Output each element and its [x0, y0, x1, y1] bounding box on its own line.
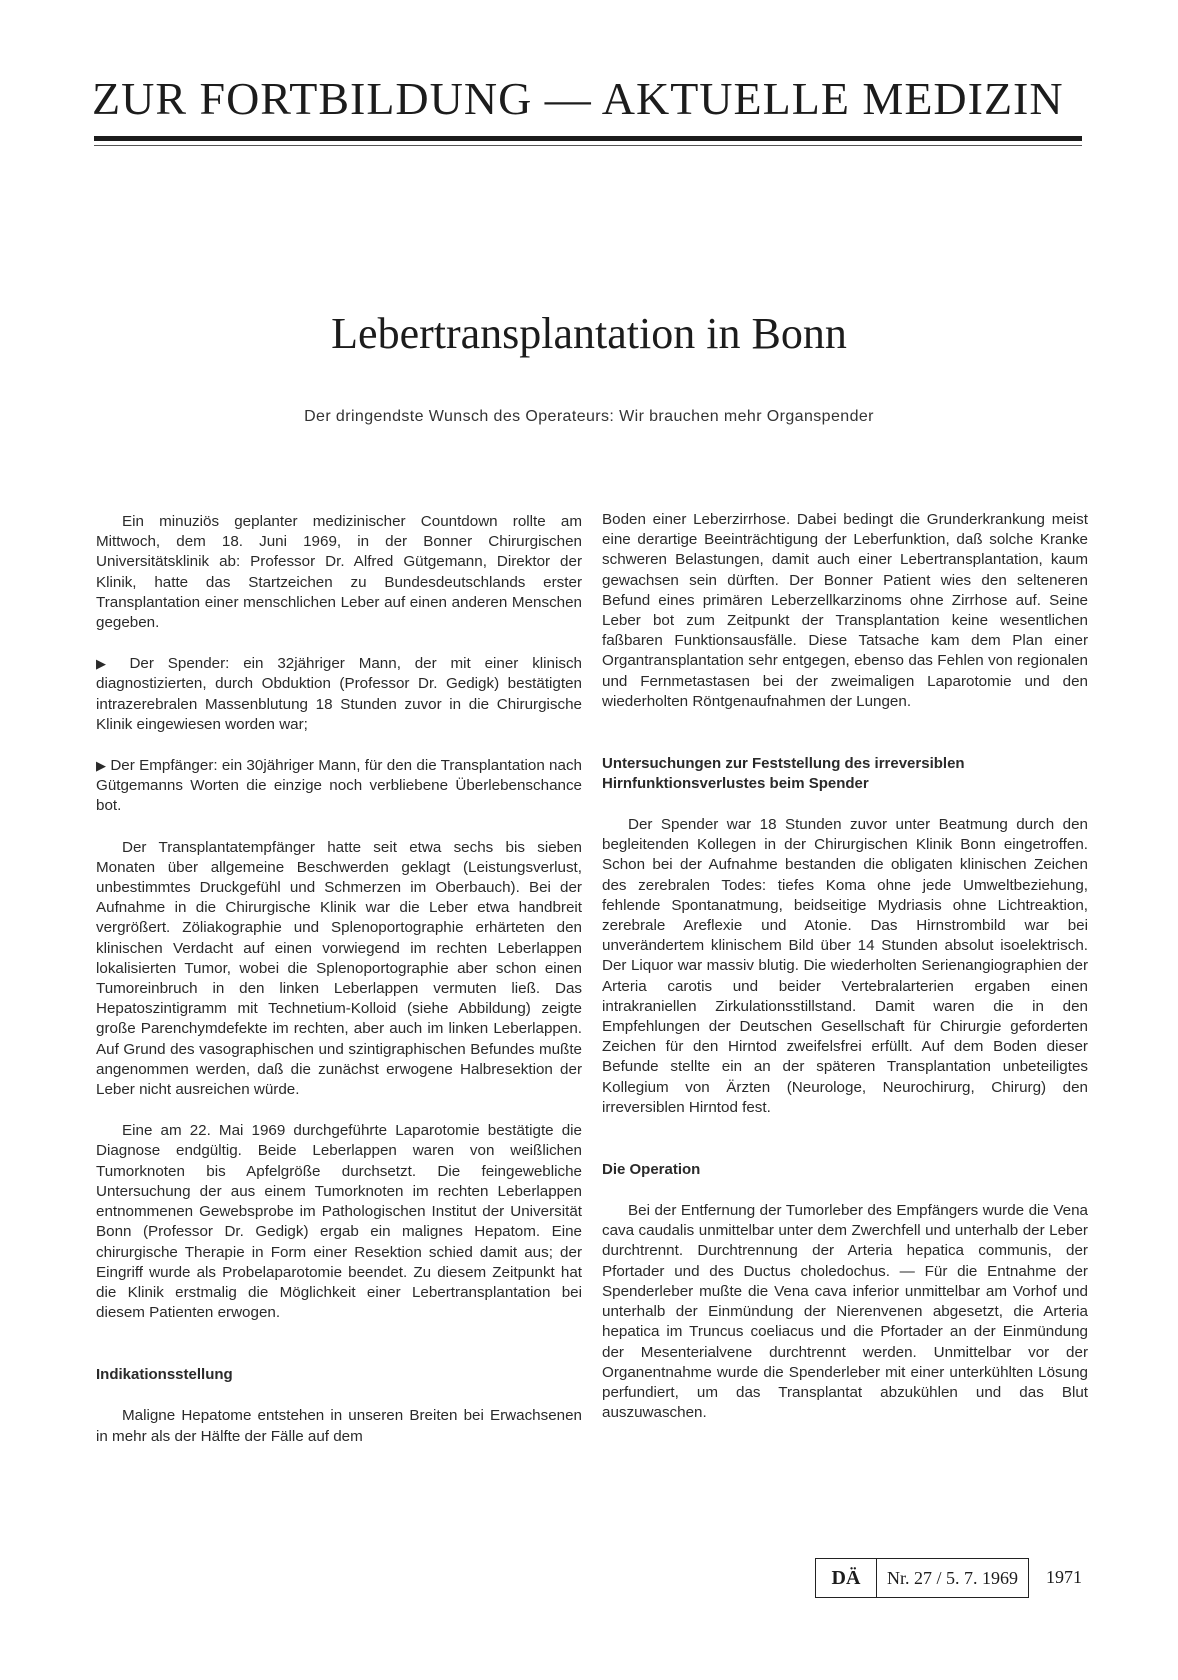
section-heading: Die Operation	[602, 1161, 701, 1179]
paragraph: Ein minuziös geplanter medizinischer Countdown rollte am Mittwoch, dem 18. Juni 1969, in der Bonner Chirurgischen Universitätsklinik ab: Professor Dr. Alfred Gütgemann, Direktor der Klinik, hatte das Startzeichen zu Bundesdeutschlands erster Transplantation einer menschlichen Leber auf einen anderen Menschen gegeben.	[96, 513, 582, 632]
issue-info: Nr. 27 / 5. 7. 1969	[887, 1567, 1019, 1588]
left-column	[96, 512, 582, 1447]
section-title: ZUR FORTBILDUNG — AKTUELLE MEDIZIN	[92, 73, 1064, 124]
triangle-bullet-icon: ▶	[96, 758, 107, 774]
paragraph: Maligne Hepatome entstehen in unseren Breiten bei Erwachsenen in mehr als der Hälfte der Fälle auf dem	[96, 1407, 582, 1445]
paragraph-text: Der Empfänger: ein 30jähriger Mann, für den die Transplantation nach Gütgemanns Worten die einzige noch verbliebene Überlebenschance bot.	[96, 757, 582, 815]
right-column	[602, 510, 1088, 1423]
article-subtitle: Der dringendste Wunsch des Operateurs: Wir brauchen mehr Organspender	[304, 408, 874, 425]
journal-footer	[815, 1558, 1029, 1598]
section-heading: Indikationsstellung	[96, 1366, 233, 1384]
paragraph: Bei der Entfernung der Tumorleber des Empfängers wurde die Vena cava caudalis unmittelbar unter dem Zwerchfell und unterhalb der Leber durchtrennt. Durchtrennung der Arteria hepatica communis, der Pfortader und des Ductus choledochus. — Für die Entnahme der Spenderleber mußte die Vena cava inferior unmittelbar am Vorhof und unterhalb der Einmündung der Nierenvenen abgesetzt, die Arteria hepatica im Truncus coeliacus und die Pfortader an der Einmündung der Mesenterialvene durchtrennt werden. Unmittelbar vor der Organentnahme wurde die Spenderleber mit einer unterkühlten Lösung perfundiert, um das Transplantat abzukühlen und das Blut auszuwaschen.	[602, 1202, 1088, 1422]
section-heading: Untersuchungen zur Feststellung des irreversiblen Hirnfunktionsverlustes beim Spender	[602, 755, 965, 793]
paragraph: Der Transplantatempfänger hatte seit etwa sechs bis sieben Monaten über allgemeine Beschwerden geklagt (Leistungsverlust, unbestimmtes Druckgefühl und Schmerzen im Oberbauch). Bei der Aufnahme in die Chirurgische Klinik war die Leber etwa handbreit vergrößert. Zöliakographie und Splenoportographie erhärteten den klinischen Verdacht auf einen vorwiegend im rechten Leberlappen lokalisierten Tumor, wobei die Splenoportographie aber schon einen Tumoreinbruch in den linken Leberlappen vermuten ließ. Das Hepatoszintigramm mit Technetium-Kolloid (siehe Abbildung) zeigte große Parenchymdefekte im rechten, aber auch im linken Leberlappen. Auf Grund des vasographischen und szintigraphischen Befundes mußte angenommen werden, daß die zunächst erwogene Halbresektion der Leber nicht ausreichen würde.	[96, 838, 582, 1099]
journal-logo: DÄ	[816, 1559, 877, 1597]
page-number: 1971	[1046, 1567, 1082, 1587]
paragraph: Boden einer Leberzirrhose. Dabei bedingt die Grunderkrankung meist eine derartige Beeinträchtigung der Leberfunktion, daß solche Kranke schweren Belastungen, damit auch einer Lebertransplantation, kaum gewachsen sein dürften. Der Bonner Patient wies den selteneren Befund eines primären Leberzellkarzinoms ohne Zirrhose auf. Seine Leber bot zum Zeitpunkt der Transplantation keine wesentlichen faßbaren Funktionsausfälle. Diese Tatsache kam dem Plan einer Organtransplantation sehr entgegen, ebenso das Fehlen von regionalen und Fernmetastasen bei der zweimaligen Laparotomie und den wiederholten Röntgenaufnahmen der Lungen.	[602, 511, 1088, 710]
paragraph-text: Der Spender: ein 32jähriger Mann, der mit einer klinisch diagnostizierten, durch Obduktion (Professor Dr. Gedigk) bestätigten intrazerebralen Massenblutung 18 Stunden zuvor in die Chirurgische Klinik eingewiesen worden war;	[96, 655, 582, 733]
paragraph: Eine am 22. Mai 1969 durchgeführte Laparotomie bestätigte die Diagnose endgültig. Beide Leberlappen waren von weißlichen Tumorknoten bis Apfelgröße durchsetzt. Die feingewebliche Untersuchung der aus einem Tumorknoten im rechten Leberlappen entnommenen Gewebsprobe im Pathologischen Institut der Universität Bonn (Professor Dr. Gedigk) ergab ein malignes Hepatom. Eine chirurgische Therapie in Form einer Resektion schied damit aus; der Eingriff wurde als Probelaparotomie beendet. Zu diesem Zeitpunkt hat die Klinik erstmalig die Möglichkeit einer Lebertransplantation bei diesem Patienten erwogen.	[96, 1122, 582, 1322]
paragraph: Der Spender war 18 Stunden zuvor unter Beatmung durch den begleitenden Kollegen in der Chirurgischen Klinik Bonn eingetroffen. Schon bei der Aufnahme bestanden die obligaten klinischen Zeichen des zerebralen Todes: tiefes Koma ohne jede Umweltbeziehung, fehlende Spontanatmung, beidseitige Mydriasis ohne Lichtreaktion, zerebrale Areflexie und Atonie. Das Hirnstrombild war bei unverändertem klinischem Bild über 14 Stunden absolut isoelektrisch. Der Liquor war massiv blutig. Die wiederholten Serienangiographien der Arteria carotis und beider Vertebralarterien ergaben einen intrakraniellen Zirkulationsstillstand. Damit waren die in den Empfehlungen der Deutschen Gesellschaft für Chirurgie geforderten Zeichen für den Hirntod zweifelsfrei erfüllt. Auf dem Boden dieser Befunde stellte ein an der späteren Transplantation unbeteiligtes Kollegium von Ärzten (Neurologe, Neurochirurg, Chirurg) den irreversiblen Hirntod fest.	[602, 816, 1088, 1116]
triangle-bullet-icon: ▶	[96, 656, 116, 672]
article-title: Lebertransplantation in Bonn	[331, 309, 847, 358]
paragraph	[96, 756, 582, 817]
title-rule-thin	[94, 145, 1082, 146]
title-rule	[94, 136, 1082, 141]
paragraph	[96, 654, 582, 735]
